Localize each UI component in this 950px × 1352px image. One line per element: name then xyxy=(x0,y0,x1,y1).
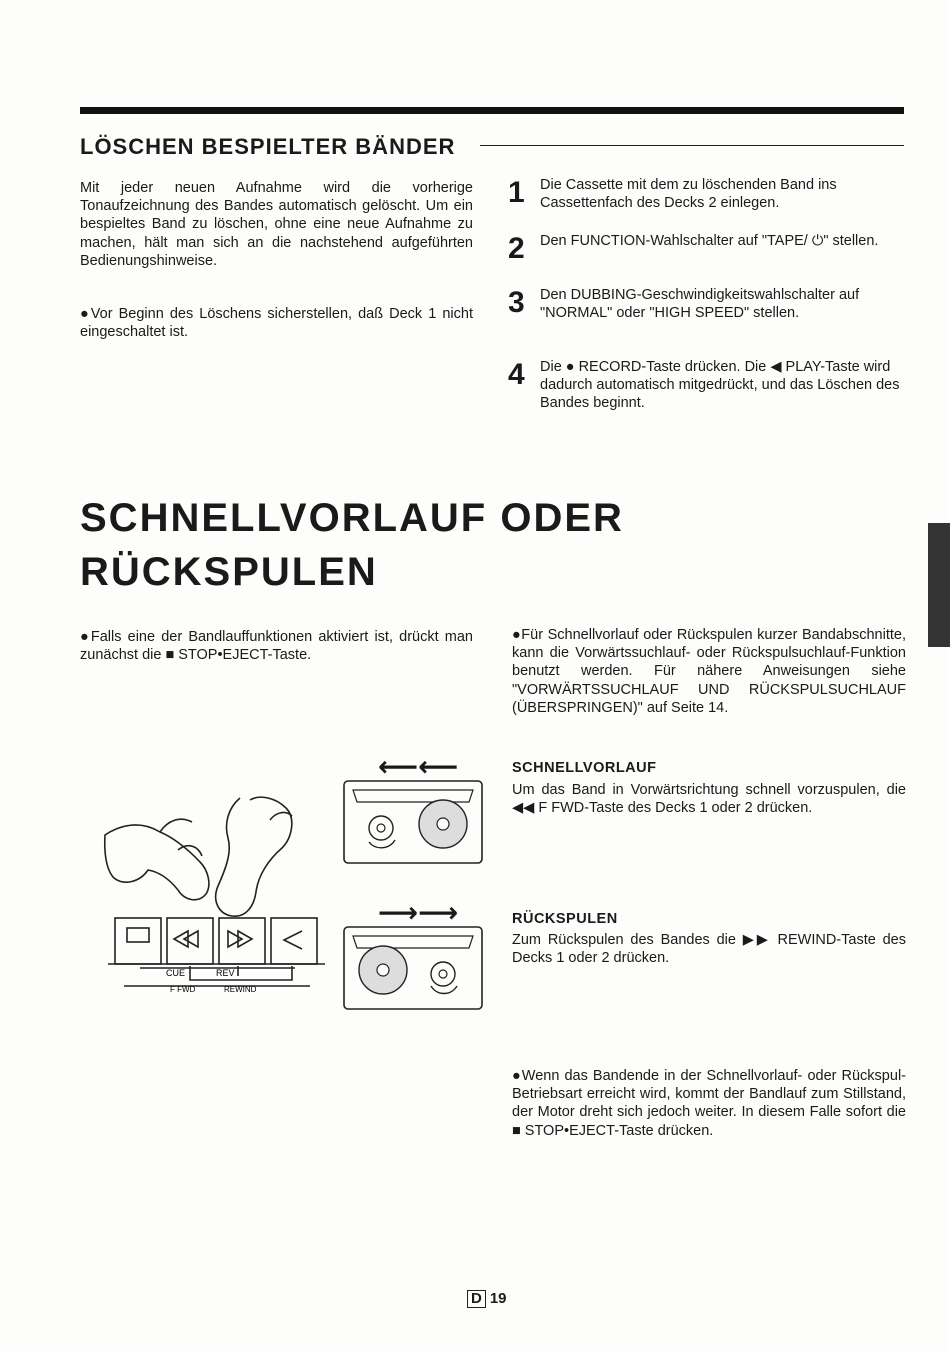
label-rewind: REWIND xyxy=(224,985,257,994)
cassette-ffwd-icon xyxy=(343,780,483,864)
deck-note: ●Vor Beginn des Löschens sicherstellen, daß Deck 1 nicht eingeschaltet ist. xyxy=(80,306,473,341)
step-3 xyxy=(508,286,908,358)
top-rule xyxy=(80,107,904,114)
hand-right-icon xyxy=(216,797,292,916)
search-note: ●Für Schnellvorlauf oder Rückspulen kurzer Bandabschnitte, kann die Vorwärtssuchlauf- oder Rückspulsuchlauf-Funktion benutzt werden. Für nähere Anweisungen siehe "VORWÄRTSSUCHLAUF UND RÜCKSPULSUCHLAUF (ÜBERSPRINGEN)" auf Seite 14. xyxy=(512,627,906,716)
button-press-illustration xyxy=(100,790,330,1000)
step-number: 2 xyxy=(508,232,525,265)
page-number xyxy=(467,1290,507,1308)
hand-left-icon xyxy=(105,819,209,900)
step-text: Den DUBBING-Geschwindigkeitswahlschalter auf "NORMAL" oder "HIGH SPEED" stellen. xyxy=(540,287,860,322)
title-rule xyxy=(480,145,904,146)
label-cue: CUE xyxy=(166,968,186,978)
ffwd-text: Um das Band in Vorwärtsrichtung schnell vorzuspulen, die ◀◀ F FWD-Taste des Decks 1 oder 2 drücken. xyxy=(512,782,906,817)
label-rev: REV xyxy=(216,968,235,978)
step-4 xyxy=(508,358,908,418)
step-text: Die ● RECORD-Taste drücken. Die ◀ PLAY-Taste wird dadurch automatisch mitgedrückt, und das Löschen des Bandes beginnt. xyxy=(540,359,900,412)
intro-paragraph: Mit jeder neuen Aufnahme wird die vorherige Tonaufzeichnung des Bandes automatisch gelöscht. Um ein bespieltes Band zu löschen, ohne eine neue Aufnahme zu machen, hält man sich an die nachstehend aufgeführten Bedienungshinweise. xyxy=(80,180,473,269)
tape-end-note: ●Wenn das Bandende in der Schnellvorlauf- oder Rückspul-Betriebsart erreicht wird, kommt der Bandlauf zum Stillstand, der Motor dreht sich jedoch weiter. In diesem Falle sofort die ■ STOP•EJECT-Taste drücken. xyxy=(512,1068,906,1139)
section-tab-marker xyxy=(928,523,950,647)
ffwd-heading: SCHNELLVORLAUF xyxy=(512,760,657,776)
page-number-value: 19 xyxy=(489,1290,507,1307)
heading-line-1: SCHNELLVORLAUF ODER xyxy=(80,496,624,540)
section-title-loeschen: LÖSCHEN BESPIELTER BÄNDER xyxy=(80,134,456,159)
label-ffwd: F FWD xyxy=(170,985,196,994)
rewind-text: Zum Rückspulen des Bandes die ▶▶ REWIND-Taste des Decks 1 oder 2 drücken. xyxy=(512,932,906,967)
language-letter: D xyxy=(467,1290,486,1308)
steps-list xyxy=(508,176,908,418)
step-number: 1 xyxy=(508,176,525,209)
rewind-arrows-icon: ⟶⟶ xyxy=(378,897,459,928)
step-text: Die Cassette mit dem zu löschenden Band ins Cassettenfach des Decks 2 einlegen. xyxy=(540,177,837,212)
step-number: 3 xyxy=(508,286,525,319)
ffwd-arrows-icon: ⟵⟵ xyxy=(378,751,459,782)
step-text: Den FUNCTION-Wahlschalter auf "TAPE/ ⏻" stellen. xyxy=(540,233,879,249)
rewind-heading: RÜCKSPULEN xyxy=(512,911,618,927)
step-2 xyxy=(508,232,908,286)
step-1 xyxy=(508,176,908,232)
stop-note: ●Falls eine der Bandlauffunktionen aktiviert ist, drückt man zunächst die ■ STOP•EJECT-Taste. xyxy=(80,629,473,664)
heading-line-2: RÜCKSPULEN xyxy=(80,550,378,594)
step-number: 4 xyxy=(508,358,525,391)
cassette-rewind-icon xyxy=(343,926,483,1010)
